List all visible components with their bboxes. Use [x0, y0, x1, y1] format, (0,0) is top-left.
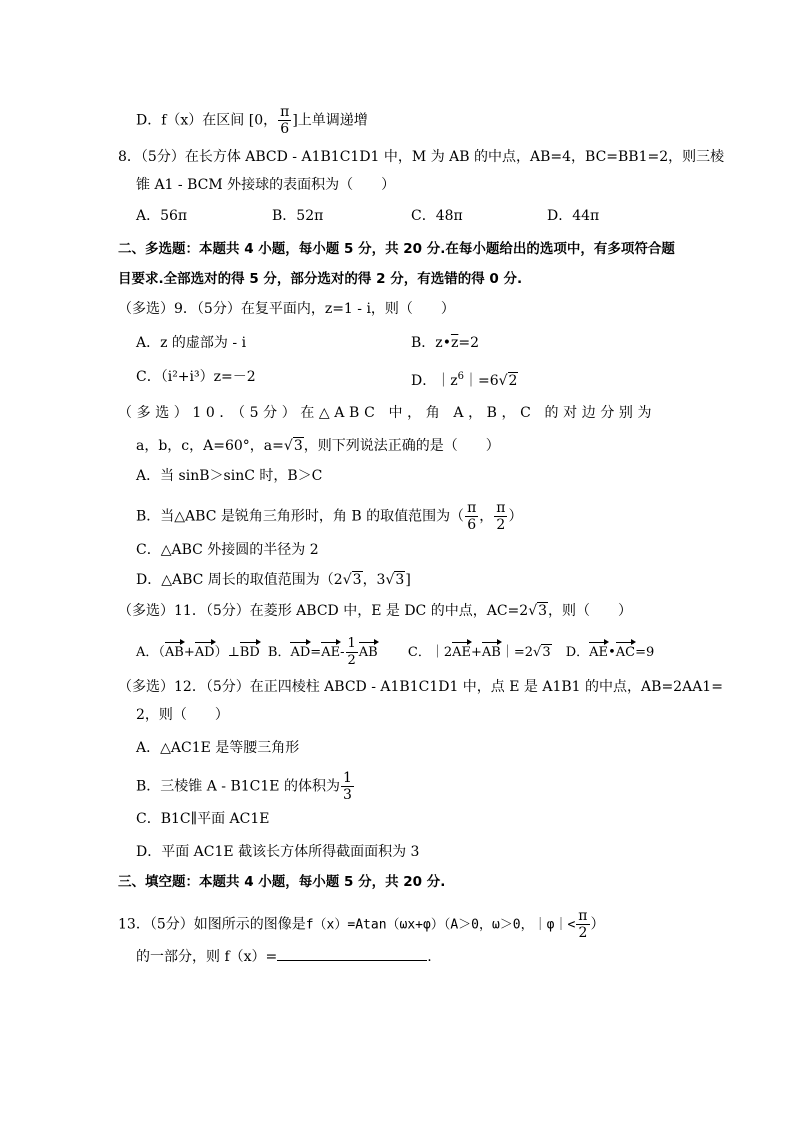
q8-option-a: A．56π: [136, 208, 188, 224]
vector-ae: AE: [589, 645, 609, 660]
q7-option-d-text: D．f（x）在区间 [0，: [136, 112, 278, 129]
section3-heading: 三、填空题：本题共 4 小题，每小题 5 分，共 20 分.: [118, 874, 446, 890]
frac-numerator: π: [496, 500, 506, 516]
q10-stem: （多选）10．（5分）在△ABC 中，角 A，B，C 的对边分别为: [118, 405, 657, 421]
q9-option-a: A．z 的虚部为 - i: [136, 335, 247, 351]
option-label: A．（: [136, 645, 165, 660]
q13-stem-line2: [136, 946, 432, 966]
option-mid: ｜=6: [463, 373, 499, 389]
function-formula: f（x）=Atan（ωx+φ）（A＞0，ω＞0，｜φ｜<: [305, 917, 576, 933]
radicand: 2: [508, 373, 518, 389]
option-label: D．: [565, 645, 590, 660]
q9-option-c: C．（i²+i³）z=－2: [136, 369, 256, 385]
option-mid: ，3: [362, 572, 386, 588]
frac-denominator: 6: [280, 121, 290, 137]
dot-operator: •: [442, 335, 451, 351]
frac-denominator: 2: [347, 653, 356, 668]
option-tail: ）: [508, 508, 523, 525]
sqrt-sign: √: [385, 572, 395, 588]
stem-text: 13．（5分）如图所示的图像是: [118, 916, 306, 933]
sqrt-sign: √: [498, 373, 508, 389]
fraction: [465, 500, 478, 533]
radicand: 3: [352, 572, 362, 588]
option-text: B．当△ABC 是锐角三角形时，角 B 的取值范围为（: [136, 508, 465, 525]
radicand: 3: [293, 438, 303, 454]
answer-blank[interactable]: [277, 946, 427, 961]
frac-numerator: π: [280, 104, 290, 120]
option-text: B．三棱锥 A - B1C1E 的体积为: [136, 778, 340, 795]
plus-sign: +: [470, 645, 482, 660]
vector-bd: BD: [239, 645, 260, 660]
frac-denominator: 3: [342, 787, 352, 803]
q9-option-b: [411, 334, 479, 352]
sqrt-sign: √: [528, 603, 538, 619]
radicand: 3: [395, 572, 405, 588]
option-text: D．△ABC 周长的取值范围为（2: [136, 572, 343, 588]
q12-option-d: D．平面 AC1E 截该长方体所得截面面积为 3: [136, 844, 420, 860]
q8-option-d: D．44π: [547, 208, 600, 224]
sqrt-sign: √: [283, 438, 293, 454]
section2-heading-line2: 目要求.全部选对的得 5 分，部分选对的得 2 分，有选错的得 0 分.: [118, 271, 523, 287]
q10-stem-line2: [136, 437, 500, 455]
vector-ac: AC: [615, 645, 636, 660]
equals-sign: =: [310, 645, 322, 660]
q8-option-c: C．48π: [411, 208, 463, 224]
q13-stem-line1: [118, 908, 605, 941]
stem-tail: ，则（ ）: [548, 603, 633, 619]
vector-ae: AE: [321, 645, 341, 660]
vector-ab: AB: [481, 645, 501, 660]
perp-sign: ）⊥: [214, 645, 240, 660]
fraction: [341, 770, 354, 803]
q10-option-a: A．当 sinB＞sinC 时，B＞C: [136, 468, 323, 484]
frac-denominator: 2: [578, 925, 588, 941]
stem-tail: .: [427, 949, 432, 965]
vector-ae: AE: [452, 645, 471, 660]
vector-ab: AB: [358, 645, 378, 660]
frac-numerator: π: [578, 908, 588, 924]
frac-denominator: 6: [467, 517, 477, 533]
conjugate-z: $\overline{z}$: [450, 335, 459, 351]
radicand: 3: [538, 603, 548, 619]
q11-option-c: [408, 644, 552, 662]
minus-sign: -: [340, 645, 345, 660]
q12-option-c: C．B1C∥平面 AC1E: [136, 811, 270, 827]
frac-numerator: π: [467, 500, 477, 516]
stem-tail: ）: [590, 916, 605, 933]
q7-option-d-tail: ]上单调递增: [292, 112, 368, 129]
q10-option-d: [136, 571, 411, 589]
option-label: C．｜2: [407, 645, 453, 660]
option-tail: ]: [405, 572, 411, 588]
vector-ab: AB: [164, 645, 184, 660]
sqrt-sign: √: [342, 572, 352, 588]
fraction: [494, 500, 507, 533]
sqrt-sign: √: [533, 645, 542, 660]
q12-stem-line2: 2，则（ ）: [136, 707, 229, 723]
frac-numerator: 1: [347, 636, 356, 651]
separator: ，: [479, 508, 494, 525]
frac-denominator: 2: [496, 517, 506, 533]
option-tail: =2: [458, 335, 479, 351]
q11-option-b: [268, 636, 378, 669]
q8-option-b: B．52π: [272, 208, 324, 224]
q12-stem-line1: （多选）12．（5分）在正四棱柱 ABCD - A1B1C1D1 中，点 E 是 A1B1 的中点，AB=2AA1=: [118, 679, 723, 695]
q7-option-d: [136, 104, 368, 137]
exponent: 6: [457, 371, 464, 382]
vector-ad: AD: [194, 645, 215, 660]
stem-tail: ，则下列说法正确的是（ ）: [303, 438, 500, 454]
fraction: [576, 908, 589, 941]
var-z: z: [435, 335, 443, 351]
stem-text: a，b，c，A=60°，a=: [136, 438, 284, 454]
radicand: 3: [542, 645, 551, 660]
frac-numerator: 1: [342, 770, 352, 786]
q8-stem-line2: 锥 A1 - BCM 外接球的表面积为（ ）: [136, 177, 396, 193]
q11-stem: [118, 602, 632, 620]
dot-operator: •: [608, 645, 616, 660]
q8-stem-line1: 8．（5分）在长方体 ABCD - A1B1C1D1 中，M 为 AB 的中点，AB=4，BC=BB1=2，则三棱: [118, 149, 725, 165]
vector-ad: AD: [290, 645, 311, 660]
option-label: B．: [267, 645, 291, 660]
stem-text: （多选）11．（5分）在菱形 ABCD 中，E 是 DC 的中点，AC=2: [118, 603, 529, 619]
section2-heading-line1: 二、多选题：本题共 4 小题，每小题 5 分，共 20 分.在每小题给出的选项中，有多项符合题: [118, 241, 675, 257]
q11-option-d: [566, 644, 655, 662]
option-label: D．｜z: [411, 373, 458, 389]
q9-stem: （多选）9．（5分）在复平面内，z=1 - i，则（ ）: [118, 301, 455, 317]
option-label: B．: [411, 335, 436, 351]
option-tail: =9: [635, 645, 655, 660]
q11-options-row: [136, 636, 654, 669]
q12-option-b: [136, 770, 355, 803]
stem-text: 的一部分，则 f（x）=: [136, 949, 278, 965]
q9-option-d: [411, 368, 518, 390]
q10-option-c: C．△ABC 外接圆的半径为 2: [136, 542, 319, 558]
fraction: [346, 636, 358, 669]
q12-option-a: A．△AC1E 是等腰三角形: [136, 740, 300, 756]
q11-option-a: [136, 644, 260, 662]
q7-option-d-fraction: [278, 104, 291, 137]
option-mid: ｜=2: [500, 645, 534, 660]
q10-option-b: [136, 500, 522, 533]
plus-sign: +: [183, 645, 195, 660]
